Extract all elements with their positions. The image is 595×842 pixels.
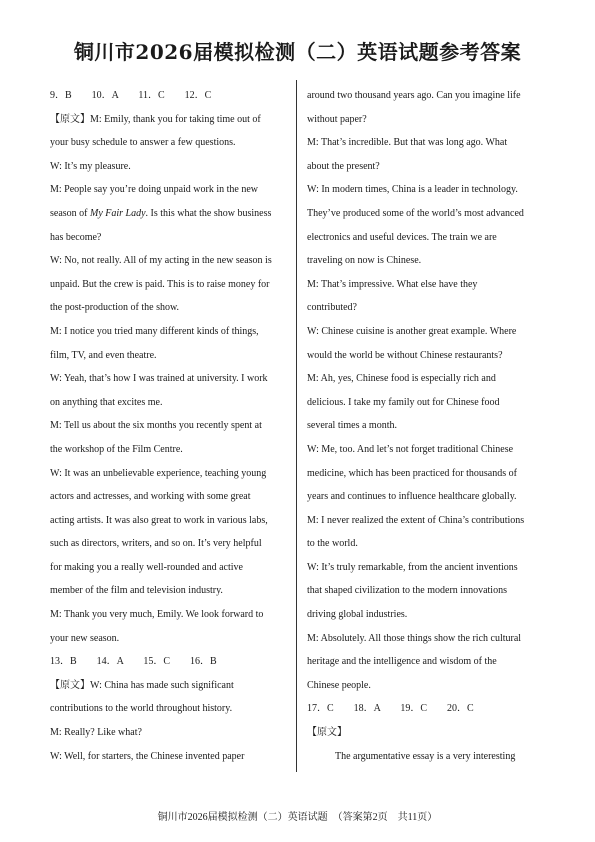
text-line: Chinese people. — [307, 679, 371, 691]
text-line: actors and actresses, and working with some great — [50, 491, 251, 503]
text-line: about the present? — [307, 160, 380, 172]
text-line: The argumentative essay is a very interesting — [335, 750, 516, 762]
text-line: W: It’s truly remarkable, from the ancient inventions — [307, 561, 518, 573]
text-line: W: It was an unbelievable experience, teaching young — [50, 467, 267, 479]
answer-line: 9．B 10．A 11．C 12．C — [50, 90, 212, 101]
answer-line: 13．B 14．A 15．C 16．B — [50, 656, 217, 668]
column-divider — [296, 80, 297, 772]
text-line: 【原文】 — [307, 727, 347, 739]
text-line: 【原文】M: Emily, thank you for taking time out of — [50, 113, 261, 125]
text-line: unpaid. But the crew is paid. This is to raise money for — [50, 278, 270, 290]
text-line: that shaped civilization to the modern innovations — [307, 585, 507, 597]
text-line: for making you a really well-rounded and active — [50, 561, 243, 573]
show-title: My Fair Lady — [90, 207, 146, 219]
text-line: driving global industries. — [307, 609, 408, 621]
page-title: 铜川市2026届模拟检测（二）英语试题参考答案 — [73, 40, 522, 64]
text-line: the post-production of the show. — [50, 302, 180, 314]
page-footer: 铜川市2026届模拟检测（二）英语试题 （答案第2页 共11页） — [157, 812, 438, 823]
text-line: electronics and useful devices. The train we are — [307, 231, 497, 243]
text-line: medicine, which has been practiced for thousands of — [307, 467, 517, 479]
text-line: contributed? — [307, 302, 357, 314]
text-line: W: It’s my pleasure. — [50, 160, 131, 172]
answer-line: 17．C 18．A 19．C 20．C — [307, 703, 474, 715]
text-line: acting artists. It was also great to work in various labs, — [50, 514, 268, 526]
text-line: contributions to the world throughout history. — [50, 703, 233, 715]
text-line: M: I notice you tried many different kinds of things, — [50, 325, 259, 337]
text-line: on anything that excites me. — [50, 396, 163, 408]
text-line: 【原文】W: China has made such significant — [50, 679, 234, 691]
text-line: W: In modern times, China is a leader in technology. — [307, 184, 518, 196]
text-line: around two thousand years ago. Can you imagine life — [307, 90, 521, 101]
text-line: has become? — [50, 231, 102, 243]
text-line: such as directors, writers, and so on. It’s very helpful — [50, 538, 262, 550]
text-line: member of the film and television industry. — [50, 585, 223, 597]
text-segment: season of — [50, 207, 90, 219]
text-line: W: No, not really. All of my acting in the new season is — [50, 255, 272, 267]
text-line: to the world. — [307, 538, 358, 550]
text-line: M: Ah, yes, Chinese food is especially rich and — [307, 373, 496, 385]
text-line: delicious. I take my family out for Chinese food — [307, 396, 500, 408]
text-line: M: That’s impressive. What else have they — [307, 278, 478, 290]
text-line: your busy schedule to answer a few questions. — [50, 137, 236, 149]
text-line: would the world be without Chinese restaurants? — [307, 349, 503, 361]
text-line: W: Yeah, that’s how I was trained at university. I work — [50, 373, 268, 385]
text-line: without paper? — [307, 113, 367, 125]
text-segment: . Is this what the show business — [145, 207, 272, 219]
text-line: several times a month. — [307, 420, 397, 432]
text-line: the workshop of the Film Centre. — [50, 443, 183, 455]
left-column — [50, 84, 290, 768]
text-line: years and continues to influence healthcare globally. — [307, 491, 517, 503]
right-column — [307, 84, 550, 768]
text-line-with-italic — [50, 202, 290, 226]
text-line: W: Well, for starters, the Chinese invented paper — [50, 750, 245, 762]
text-line: M: Tell us about the six months you recently spent at — [50, 420, 262, 432]
text-line: heritage and the intelligence and wisdom of the — [307, 656, 497, 668]
text-line: traveling on now is Chinese. — [307, 255, 422, 267]
text-line: film, TV, and even theatre. — [50, 349, 157, 361]
text-line: W: Me, too. And let’s not forget traditional Chinese — [307, 443, 514, 455]
text-line: M: Absolutely. All those things show the rich cultural — [307, 632, 522, 644]
text-line: M: Thank you very much, Emily. We look forward to — [50, 609, 264, 621]
text-line: your new season. — [50, 632, 120, 644]
text-line: M: I never realized the extent of China’s contributions — [307, 514, 525, 526]
text-line: W: Chinese cuisine is another great example. Where — [307, 325, 517, 337]
text-line: M: People say you’re doing unpaid work in the new — [50, 184, 259, 196]
text-line: M: Really? Like what? — [50, 727, 142, 739]
text-line: M: That’s incredible. But that was long ago. What — [307, 137, 508, 149]
text-line: They’ve produced some of the world’s most advanced — [307, 207, 524, 219]
